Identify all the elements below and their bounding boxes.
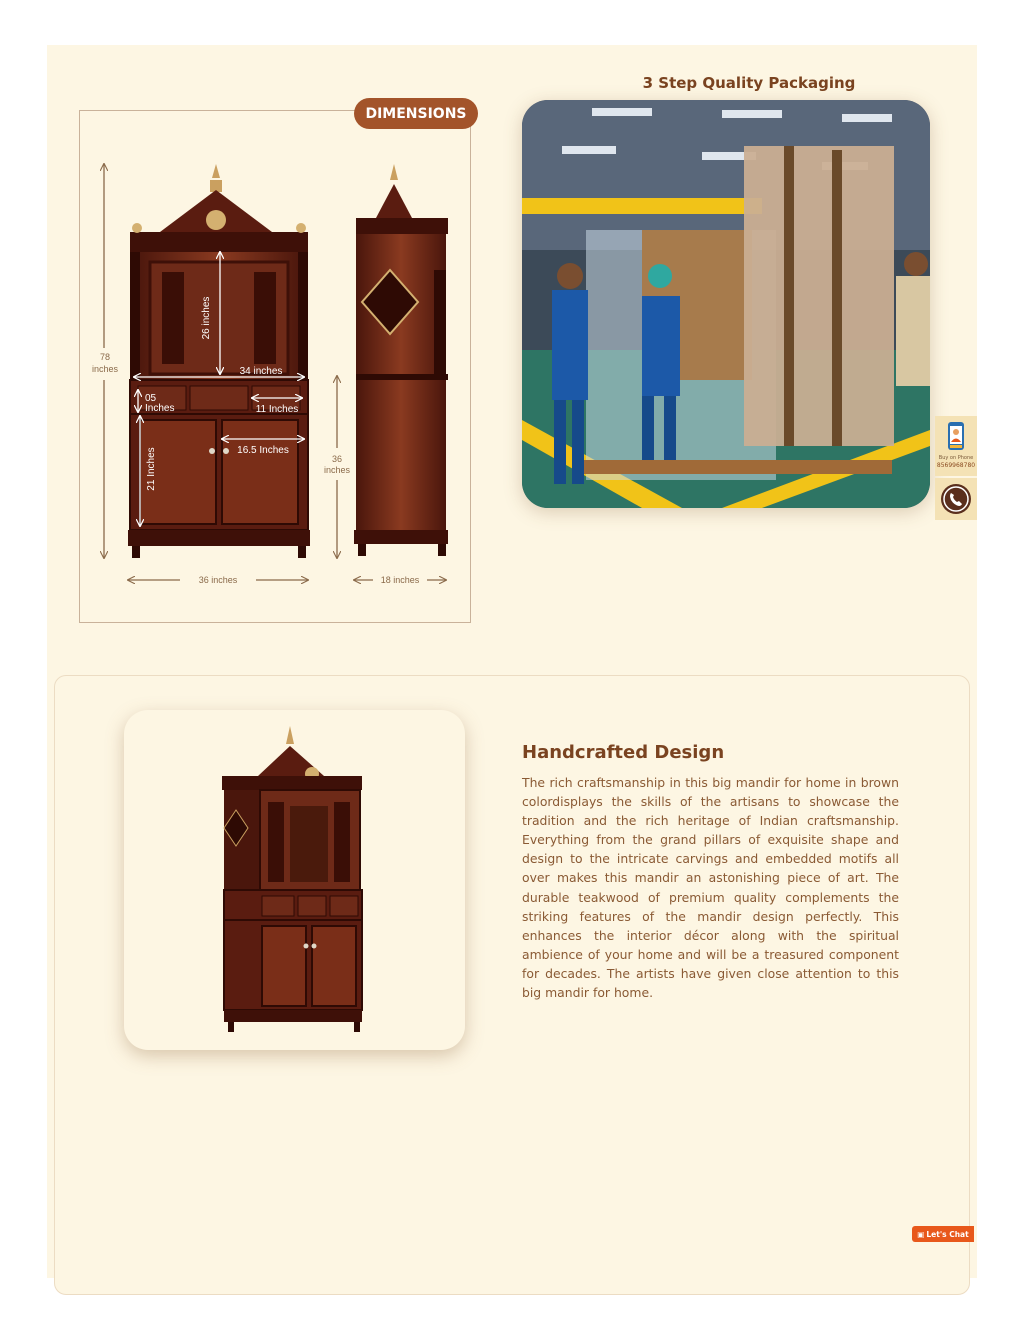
- design-body: The rich craftsmanship in this big mandir for home in brown colordisplays the skills of the artisans to showcase the tradition and the rich heritage of Indian craftsmanship. Everything from the grand pillars of exquisite shape and design to the intricate carvings and embedded motifs all over makes this mandir an astonishing piece of art. The durable teakwood of premium quality complements the striking features of the mandir design perfectly. This enhances the interior décor along with the spiritual ambience of your home and will be a treasured component for decades. The artists have given close attention to this big mandir for home.: [522, 775, 899, 1001]
- phone-number: 8569968780: [936, 462, 976, 469]
- chat-icon: ▣: [917, 1229, 925, 1239]
- label-78-unit: inches: [91, 364, 119, 374]
- dimensions-badge: DIMENSIONS: [354, 98, 478, 129]
- label-width: 36 inches: [198, 575, 238, 585]
- label-36-side: 36: [331, 454, 343, 464]
- label-door-height: 21 Inches: [146, 447, 157, 491]
- side-view: [354, 164, 448, 556]
- label-upper-width: 34 inches: [239, 366, 283, 377]
- dimensions-drawing: [80, 130, 470, 620]
- packaging-title: 3 Step Quality Packaging: [642, 74, 856, 92]
- lets-chat-button[interactable]: [912, 1226, 974, 1242]
- buy-on-phone-widget[interactable]: [935, 416, 977, 476]
- call-icon: [940, 483, 972, 515]
- call-button[interactable]: [935, 478, 977, 520]
- label-depth: 18 inches: [380, 575, 420, 585]
- phone-contact-icon: [946, 421, 966, 451]
- front-view: [128, 164, 310, 558]
- buy-on-phone-label: Buy on Phone: [938, 455, 974, 461]
- packaging-photo: [522, 100, 930, 508]
- label-upper-height: 26 inches: [201, 296, 212, 340]
- label-drawer-left-unit: Inches: [145, 403, 175, 414]
- label-36-side-unit: inches: [323, 465, 351, 475]
- label-78: 78: [99, 352, 111, 362]
- product-image: [124, 710, 465, 1050]
- lets-chat-label: Let's Chat: [926, 1229, 969, 1239]
- label-door-width: 16.5 Inches: [237, 445, 289, 456]
- design-title: Handcrafted Design: [522, 742, 725, 763]
- label-drawer-right: 11 Inches: [255, 404, 299, 415]
- label-drawer-left: 05: [145, 393, 157, 404]
